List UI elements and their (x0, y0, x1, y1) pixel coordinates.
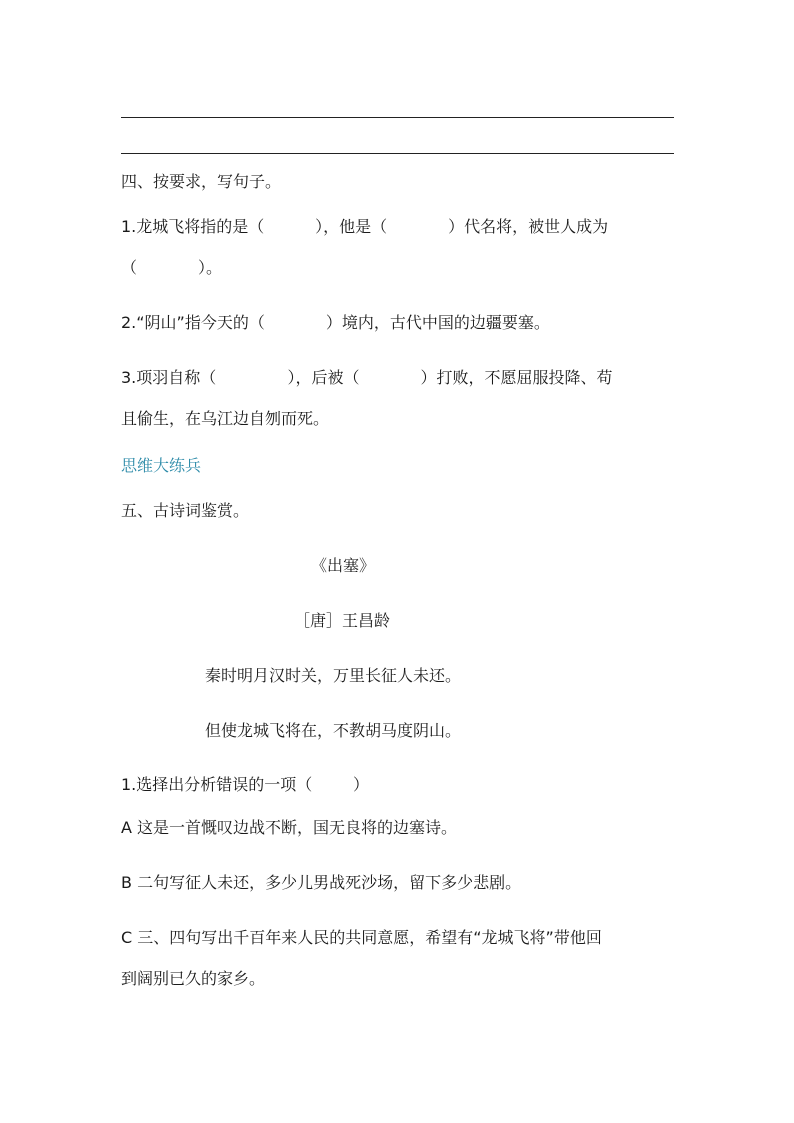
poem-line-2: 但使龙城飞将在，不教胡马度阴山。 (205, 721, 462, 740)
section5-heading: 五、古诗词鉴赏。 (121, 501, 250, 520)
option-a: A 这是一首慨叹边战不断，国无良将的边塞诗。 (121, 818, 458, 837)
section4-q3-line2: 且偷生，在乌江边自刎而死。 (121, 409, 330, 428)
section4-q1-line1: 1.龙城飞将指的是（ ），他是（ ）代名将，被世人成为 (121, 217, 609, 236)
option-b: B 二句写征人未还，多少儿男战死沙场，留下多少悲剧。 (121, 873, 522, 892)
section4-q3-line1: 3.项羽自称（ ），后被（ ）打败，不愿屈服投降、苟 (121, 368, 613, 387)
section4-q1-line2: （ ）。 (121, 258, 223, 277)
section5-q1: 1.选择出分析错误的一项（ ） (121, 775, 369, 794)
answer-line-1 (121, 117, 674, 118)
option-c-line1: C 三、四句写出千百年来人民的共同意愿，希望有“龙城飞将”带他回 (121, 928, 602, 947)
section-label: 思维大练兵 (121, 456, 202, 475)
section4-q2: 2.“阴山”指今天的（ ）境内，古代中国的边疆要塞。 (121, 313, 550, 332)
section4-heading: 四、按要求，写句子。 (121, 172, 282, 191)
poem-author: ［唐］王昌龄 (294, 611, 391, 630)
answer-line-2 (121, 153, 674, 154)
poem-line-1: 秦时明月汉时关，万里长征人未还。 (205, 666, 462, 685)
option-c-line2: 到阔别已久的家乡。 (121, 969, 266, 988)
poem-title: 《出塞》 (311, 556, 376, 575)
